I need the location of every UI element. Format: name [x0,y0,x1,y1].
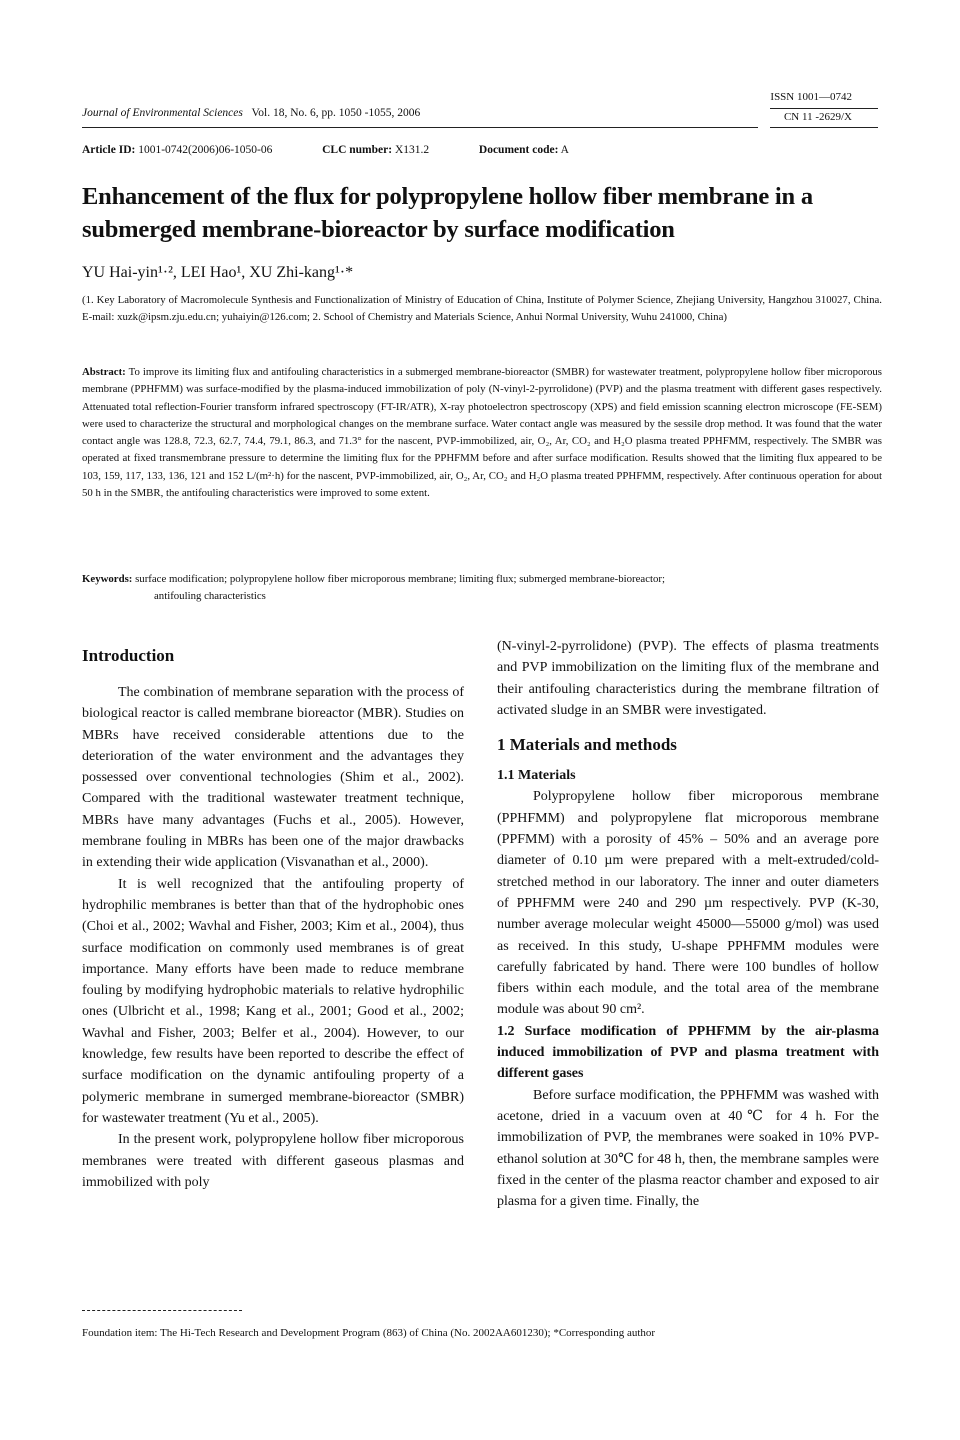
materials-paragraph: Polypropylene hollow fiber microporous membrane (PPHFMM) and polypropylene flat microporous membrane (PPFMM) with a porosity of 45% – 50% and an average pore diameter of 0.10 µm were prepared with a melt-extruded/cold-stretched method in our laboratory. The inner and outer diameters of PPHFMM were 240 and 290 µm respectively. PVP (K-30, number average molecular weight 45000—55000 g/mol) was used as received. In this study, U-shape PPHFMM modules were carefully fabricated by hand. There were 100 bundles of hollow fibers within each module, and the total area of the membrane module was about 90 cm². [497,789,879,1018]
footnote: Foundation item: The Hi-Tech Research and Development Program (863) of China (No. 2002AA601230); *Corresponding author [82,1327,656,1339]
issn: ISSN 1001—0742 [770,91,852,103]
keywords-label: Keywords: [82,573,133,585]
issn-rule [770,108,878,109]
abstract [82,364,882,502]
subsection-1-2-heading: 1.2 Surface modification of PPHFMM by the air-plasma induced immobilization of PVP and plasma treatment with different gases [497,1023,879,1082]
intro-continuation: (N-vinyl-2-pyrrolidone) (PVP). The effects of plasma treatments and PVP immobilization on the limiting flux of the membrane and their antifouling characteristics during the membrane filtration of activated sludge in an SMBR were investigated. [497,639,879,718]
affiliation: (1. Key Laboratory of Macromolecule Synthesis and Functionalization of Ministry of Education of China, Institute of Polymer Science, Zhejiang University, Hangzhou 310027, China. E-mail: xuzk@ipsm.zju.edu.cn; yuhaiyin@126.com; 2. School of Chemistry and Materials Science, Anhui Normal University, Wuhu 241000, China) [82,294,882,323]
section-1-heading: 1 Materials and methods [497,735,677,755]
introduction-heading: Introduction [82,646,175,665]
keywords [82,571,882,606]
subsection-1-1-heading: 1.1 Materials [497,768,576,784]
keywords-line2: antifouling characteristics [154,590,266,603]
left-column [82,636,464,1193]
doc-code-value: A [560,144,569,156]
issn-block [770,87,852,127]
intro-paragraph-1: The combination of membrane separation with the process of biological reactor is called membrane bioreactor (MBR). Studies on MBRs have received considerable attentions due to the deterioration of the water environment and the advantages they possessed over conventional technologies (Shim et al., 2002). Compared with the traditional wastewater treatment technique, MBRs have many advantages (Fuchs et al., 2005). However, membrane fouling in MBRs has been one of the major drawbacks in extending their wide application (Visvanathan et al., 2000). [82,685,464,871]
clc-label: CLC number: [322,144,393,156]
intro-paragraph-2: It is well recognized that the antifouling property of hydrophilic membranes is better than that of the hydrophobic ones (Choi et al., 2002; Wavhal and Fisher, 2003; Kim et al., 2004), thus surface modification on commonly used membranes is of great importance. Many efforts have been made to reduce membrane fouling by modifying hydrophobic materials to relative hydrophilic ones (Ulbricht et al., 1998; Kang et al., 2001; Good et al., 2002; Wavhal and Fisher, 2003; Belfer et al., 2004). However, to our knowledge, few results have been reported to describe the effect of surface modification on the dynamic antifouling property of a polymeric membrane in sumerged membrane-bioreactor (SMBR) for wastewater treatment (Yu et al., 2005). [82,876,464,1126]
journal-details: Vol. 18, No. 6, pp. 1050 -1055, 2006 [251,107,421,119]
doc-code-label: Document code: [478,144,559,156]
article-ids [82,144,569,156]
paper-title: Enhancement of the flux for polypropylene hollow fiber membrane in a submerged membrane-bioreactor by surface modification [82,183,813,243]
keywords-line1: surface modification; polypropylene hollow fiber microporous membrane; limiting flux; submerged membrane-bioreactor; [135,573,665,585]
right-column [497,636,879,1212]
footnote-rule [82,1310,242,1311]
abstract-text: To improve its limiting flux and antifouling characteristics in a submerged membrane-bioreactor (SMBR) for wastewater treatment, polypropylene hollow fiber microporous membrane (PPHFMM) was surface-modified by the plasma-induced immobilization of poly (N-vinyl-2-pyrrolidone) (PVP) and the plasma treatment with different gases respectively. Attenuated total reflection-Fourier transform infrared spectroscopy (FT-IR/ATR), X-ray photoelectron spectroscopy (XPS) and field emission scanning electron microscope (FE-SEM) were used to characterize the structural and morphological changes on the membrane surface. Water contact angle was measured by the sessile drop method. It was found that the water contact angle was 128.8, 72.3, 62.7, 74.4, 79.1, 86.3, and 71.3° for the nascent, PVP-immobilized, air, O₂, Ar, CO₂ and H₂O plasma treated PPHFMM, respectively. The SMBR was operated at fixed transmembrane pressure to determine the limiting flux for the PPHFMM before and after surface modification. Results showed that the limiting flux appeared to be 103, 159, 117, 133, 136, 121 and 152 L/(m²·h) for the nascent, PVP-immobilized, air, O₂, Ar, CO₂ and H₂O plasma treated PPHFMM, respectively. After continuous operation for about 50 h in the SMBR, the antifouling characteristics were improved to some extent. [82,366,882,500]
journal-name: Journal of Environmental Sciences [82,107,243,119]
authors: YU Hai-yin¹·², LEI Hao¹, XU Zhi-kang¹·* [82,264,354,281]
issn-rule-bottom [770,127,878,128]
surface-mod-paragraph: Before surface modification, the PPHFMM was washed with acetone, dried in a vacuum oven at 40℃ for 4 h. For the immobilization of PVP, the membranes were soaked in 10% PVP-ethanol solution at 30℃ for 48 h, then, the membrane samples were fixed in the center of the plasma reactor chamber and exposed to air plasma for a given time. Finally, the [497,1087,879,1210]
cn-number: CN 11 -2629/X [783,111,852,123]
clc-value: X131.2 [394,144,430,156]
journal-citation [82,107,420,119]
article-id-label: Article ID: [82,144,136,156]
article-id-value: 1001-0742(2006)06-1050-06 [138,144,273,156]
header-rule [82,127,758,128]
intro-paragraph-3: In the present work, polypropylene hollow fiber microporous membranes were treated with different gaseous plasmas and immobilized with poly [82,1132,464,1190]
abstract-label: Abstract: [82,366,126,378]
